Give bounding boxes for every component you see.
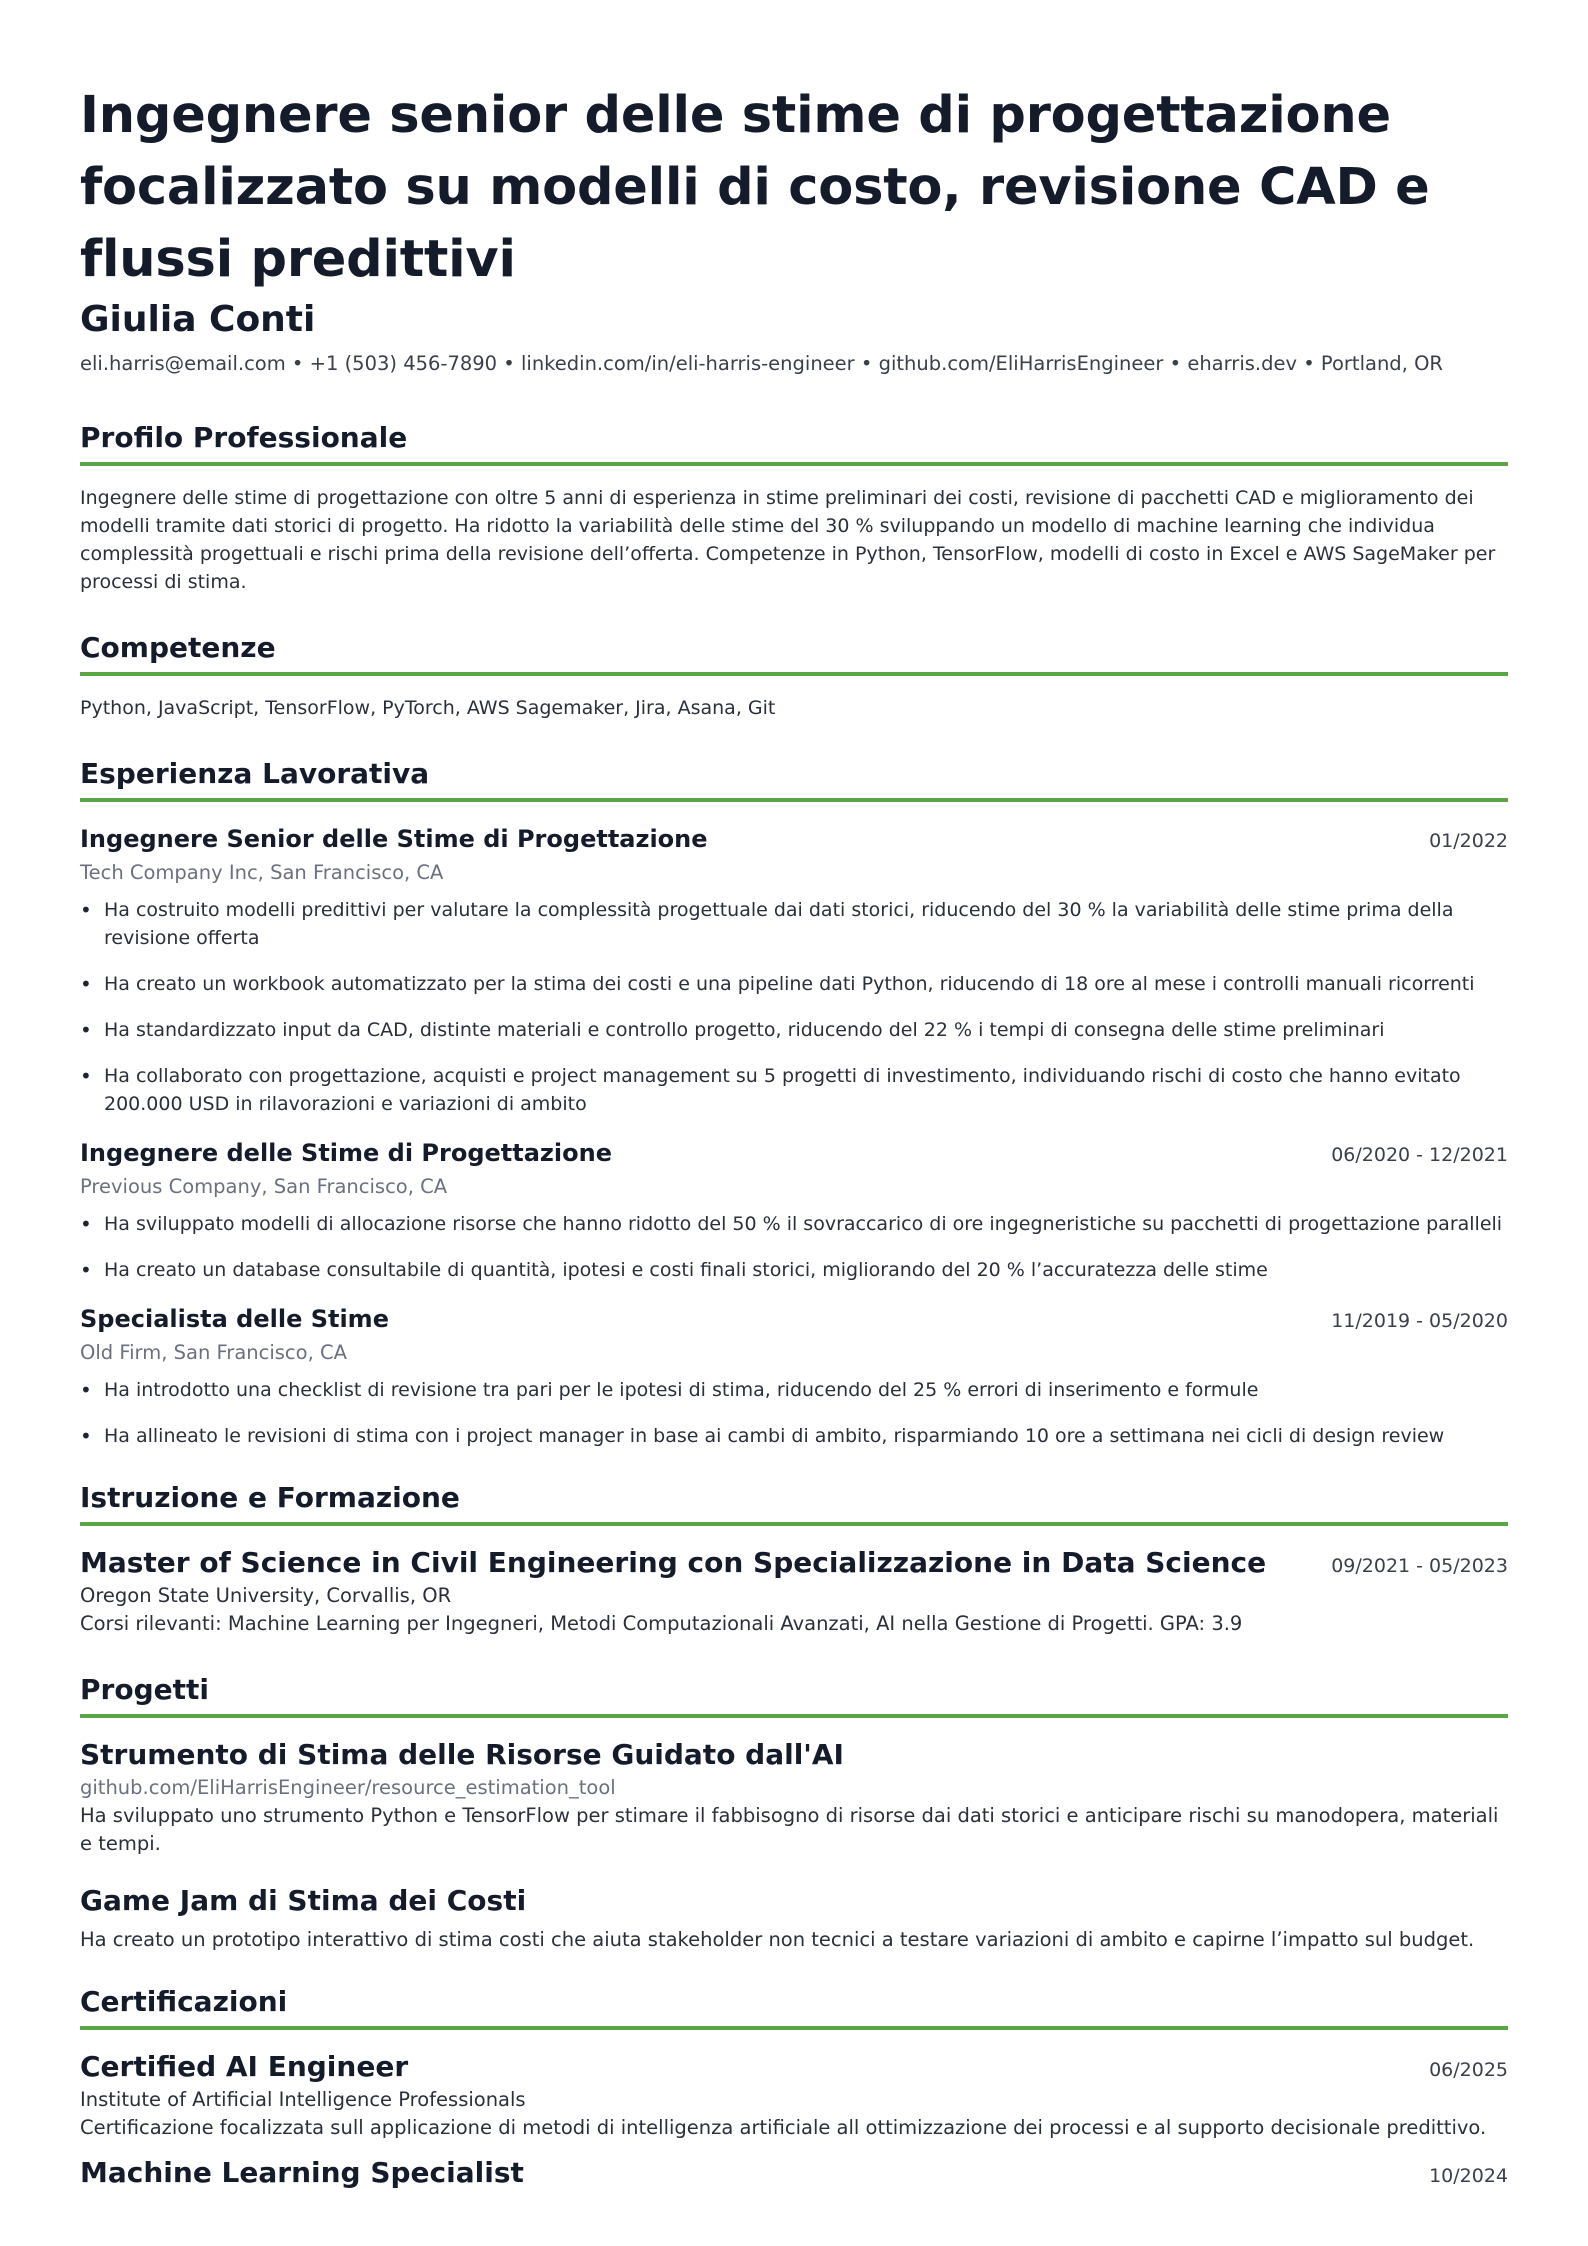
certification-title: Certified AI Engineer bbox=[80, 2050, 409, 2083]
certifications-section bbox=[80, 1984, 1508, 2192]
bullet-item: • Ha creato un database consultabile di quantità, ipotesi e costi finali storici, migliorando del 20 % l’accuratezza delle stime bbox=[104, 1256, 1508, 1284]
section-heading-projects: Progetti bbox=[80, 1672, 1508, 1718]
bullet-item: • Ha creato un workbook automatizzato per la stima dei costi e una pipeline dati Python, riducendo di 18 ore al mese i controlli manuali ricorrenti bbox=[104, 970, 1508, 998]
education-details: Corsi rilevanti: Machine Learning per Ingegneri, Metodi Computazionali Avanzati, AI nella Gestione di Progetti. GPA: 3.9 bbox=[80, 1612, 1243, 1635]
project-description: Ha creato un prototipo interattivo di stima costi che aiuta stakeholder non tecnici a testare variazioni di ambito e capirne l’impatto sul budget. bbox=[80, 1928, 1475, 1951]
certification-entry bbox=[80, 2154, 1508, 2192]
skills-section bbox=[80, 630, 1508, 722]
bullet-item: • Ha standardizzato input da CAD, distinte materiali e controllo progetto, riducendo del 22 % i tempi di consegna delle stime preliminari bbox=[104, 1016, 1508, 1044]
project-link[interactable]: github.com/EliHarrisEngineer/resource_estimation_tool bbox=[80, 1776, 616, 1799]
degree-title: Master of Science in Civil Engineering con Specializzazione in Data Science bbox=[80, 1546, 1267, 1579]
section-heading-certifications: Certificazioni bbox=[80, 1984, 1508, 2030]
education-date: 09/2021 - 05/2023 bbox=[1331, 1555, 1508, 1577]
candidate-name: Giulia Conti bbox=[80, 299, 316, 340]
bullet-item: • Ha sviluppato modelli di allocazione risorse che hanno ridotto del 50 % il sovraccarico di ore ingegneristiche su pacchetti di progettazione paralleli bbox=[104, 1210, 1508, 1238]
job-date: 01/2022 bbox=[1429, 830, 1508, 852]
job-title: Ingegnere delle Stime di Progettazione bbox=[80, 1139, 612, 1167]
contact-line: eli.harris@email.com • +1 (503) 456-7890 • linkedin.com/in/eli-harris-engineer • github.com/EliHarrisEngineer • eharris.dev • Portland, OR bbox=[80, 352, 1443, 375]
job-company: Tech Company Inc, San Francisco, CA bbox=[80, 861, 444, 884]
education-entry bbox=[80, 1544, 1508, 1638]
certification-entry bbox=[80, 2048, 1508, 2142]
job-company: Old Firm, San Francisco, CA bbox=[80, 1341, 347, 1364]
school-name: Oregon State University, Corvallis, OR bbox=[80, 1584, 452, 1607]
job-company: Previous Company, San Francisco, CA bbox=[80, 1175, 448, 1198]
job-entry bbox=[80, 1136, 1508, 1284]
section-heading-experience: Esperienza Lavorativa bbox=[80, 756, 1508, 802]
certification-title: Machine Learning Specialist bbox=[80, 2156, 524, 2189]
section-heading-education: Istruzione e Formazione bbox=[80, 1480, 1508, 1526]
profile-summary: Ingegnere delle stime di progettazione con oltre 5 anni di esperienza in stime preliminari dei costi, revisione di pacchetti CAD e miglioramento dei modelli tramite dati storici di progetto. Ha ridotto la variabilità delle stime del 30 % sviluppando un modello di machine learning che individua complessità progettuali e rischi prima della revisione dell’offerta. Competenze in Python, TensorFlow, modelli di costo in Excel e AWS SageMaker per processi di stima. bbox=[80, 487, 1496, 593]
bullet-item: • Ha collaborato con progettazione, acquisti e project management su 5 progetti di investimento, individuando rischi di costo che hanno evitato 200.000 USD in rilavorazioni e variazioni di ambito bbox=[104, 1062, 1508, 1118]
certification-issuer: Institute of Artificial Intelligence Professionals bbox=[80, 2088, 526, 2111]
project-description: Ha sviluppato uno strumento Python e TensorFlow per stimare il fabbisogno di risorse dai dati storici e anticipare rischi su manodopera, materiali e tempi. bbox=[80, 1804, 1499, 1855]
section-heading-skills: Competenze bbox=[80, 630, 1508, 676]
section-heading-profile: Profilo Professionale bbox=[80, 420, 1508, 466]
job-date: 11/2019 - 05/2020 bbox=[1331, 1310, 1508, 1332]
bullet-item: • Ha allineato le revisioni di stima con i project manager in base ai cambi di ambito, risparmiando 10 ore a settimana nei cicli di design review bbox=[104, 1422, 1508, 1450]
project-title: Strumento di Stima delle Risorse Guidato dall'AI bbox=[80, 1738, 844, 1771]
certification-description: Certificazione focalizzata sull applicazione di metodi di intelligenza artificiale all ottimizzazione dei processi e al supporto decisionale predittivo. bbox=[80, 2116, 1487, 2139]
job-bullets bbox=[80, 896, 1508, 1118]
resume-headline: Ingegnere senior delle stime di progettazione focalizzato su modelli di costo, revisione CAD e flussi predittivi bbox=[80, 86, 1430, 289]
job-bullets bbox=[80, 1210, 1508, 1284]
project-entry bbox=[80, 1736, 1508, 1858]
project-entry bbox=[80, 1882, 1508, 1954]
projects-section bbox=[80, 1672, 1508, 1954]
bullet-item: • Ha introdotto una checklist di revisione tra pari per le ipotesi di stima, riducendo del 25 % errori di inserimento e formule bbox=[104, 1376, 1508, 1404]
job-title: Specialista delle Stime bbox=[80, 1305, 389, 1333]
experience-section bbox=[80, 756, 1508, 1450]
certification-date: 10/2024 bbox=[1429, 2165, 1508, 2187]
job-date: 06/2020 - 12/2021 bbox=[1331, 1144, 1508, 1166]
bullet-item: • Ha costruito modelli predittivi per valutare la complessità progettuale dai dati storici, riducendo del 30 % la variabilità delle stime prima della revisione offerta bbox=[104, 896, 1508, 952]
project-title: Game Jam di Stima dei Costi bbox=[80, 1884, 527, 1917]
job-entry bbox=[80, 1302, 1508, 1450]
job-bullets bbox=[80, 1376, 1508, 1450]
skills-list: Python, JavaScript, TensorFlow, PyTorch, AWS Sagemaker, Jira, Asana, Git bbox=[80, 697, 776, 719]
job-entry bbox=[80, 822, 1508, 1118]
certification-date: 06/2025 bbox=[1429, 2059, 1508, 2081]
profile-section bbox=[80, 420, 1508, 596]
job-title: Ingegnere Senior delle Stime di Progettazione bbox=[80, 825, 708, 853]
education-section bbox=[80, 1480, 1508, 1638]
